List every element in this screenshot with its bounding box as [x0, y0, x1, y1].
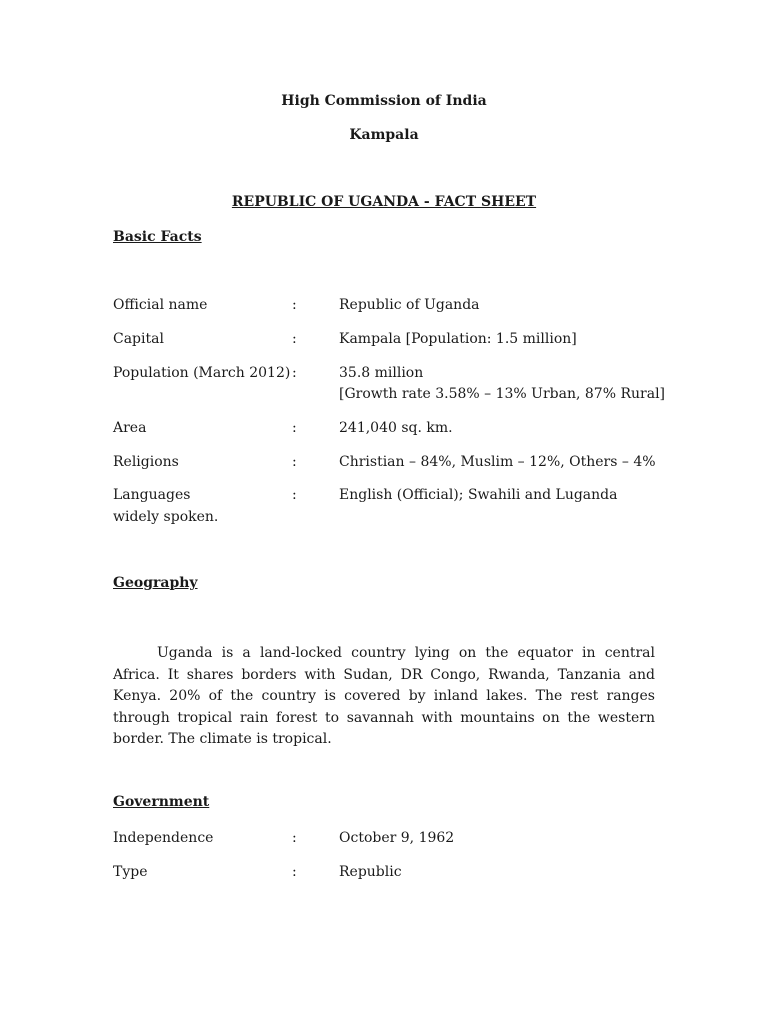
fact-row-languages — [0, 487, 768, 507]
fact-label: Capital — [113, 331, 164, 347]
fact-row-capital — [0, 331, 768, 351]
document-title: REPUBLIC OF UGANDA - FACT SHEET — [231, 194, 537, 210]
fact-separator: : — [292, 331, 297, 347]
fact-separator: : — [292, 420, 297, 436]
fact-value: 35.8 million — [339, 365, 424, 381]
fact-value-detail: [Growth rate 3.58% – 13% Urban, 87% Rural] — [339, 386, 666, 402]
fact-row-independence — [0, 830, 768, 850]
government-heading: Government — [113, 794, 210, 810]
fact-separator: : — [292, 830, 297, 846]
fact-row-area — [0, 420, 768, 440]
fact-separator: : — [292, 297, 297, 313]
fact-value: English (Official); Swahili and Luganda — [339, 487, 618, 503]
fact-label: Population (March 2012) — [113, 365, 291, 381]
fact-label: Languages — [113, 487, 191, 503]
basic-facts-heading: Basic Facts — [113, 229, 202, 245]
fact-row-religions — [0, 454, 768, 474]
fact-continuation: widely spoken. — [113, 509, 219, 525]
geography-paragraph: Uganda is a land-locked country lying on the equator in central Africa. It shares borders with Sudan, DR Congo, Rwanda, Tanzania and Kenya. 20% of the country is covered by inland lakes. The rest ranges through tropical rain forest to savannah with mountains on the western border. The climate is tropical. — [113, 645, 655, 747]
fact-label: Area — [113, 420, 147, 436]
fact-label: Independence — [113, 830, 214, 846]
geography-heading: Geography — [113, 575, 198, 591]
fact-label: Official name — [113, 297, 208, 313]
fact-row-population — [0, 365, 768, 402]
fact-separator: : — [292, 454, 297, 470]
fact-value: Kampala [Population: 1.5 million] — [339, 331, 577, 347]
issuer-line: High Commission of India — [281, 93, 487, 109]
fact-value: 241,040 sq. km. — [339, 420, 453, 436]
fact-separator: : — [292, 365, 297, 381]
fact-value: October 9, 1962 — [339, 830, 455, 846]
fact-separator: : — [292, 864, 297, 880]
issuer-city: Kampala — [349, 127, 419, 143]
fact-row-type — [0, 864, 768, 884]
fact-separator: : — [292, 487, 297, 503]
fact-value: Republic — [339, 864, 402, 880]
fact-row-official-name — [0, 297, 768, 317]
fact-value: Christian – 84%, Muslim – 12%, Others – 4% — [339, 454, 656, 470]
fact-value: Republic of Uganda — [339, 297, 480, 313]
fact-label: Religions — [113, 454, 179, 470]
fact-label: Type — [113, 864, 148, 880]
